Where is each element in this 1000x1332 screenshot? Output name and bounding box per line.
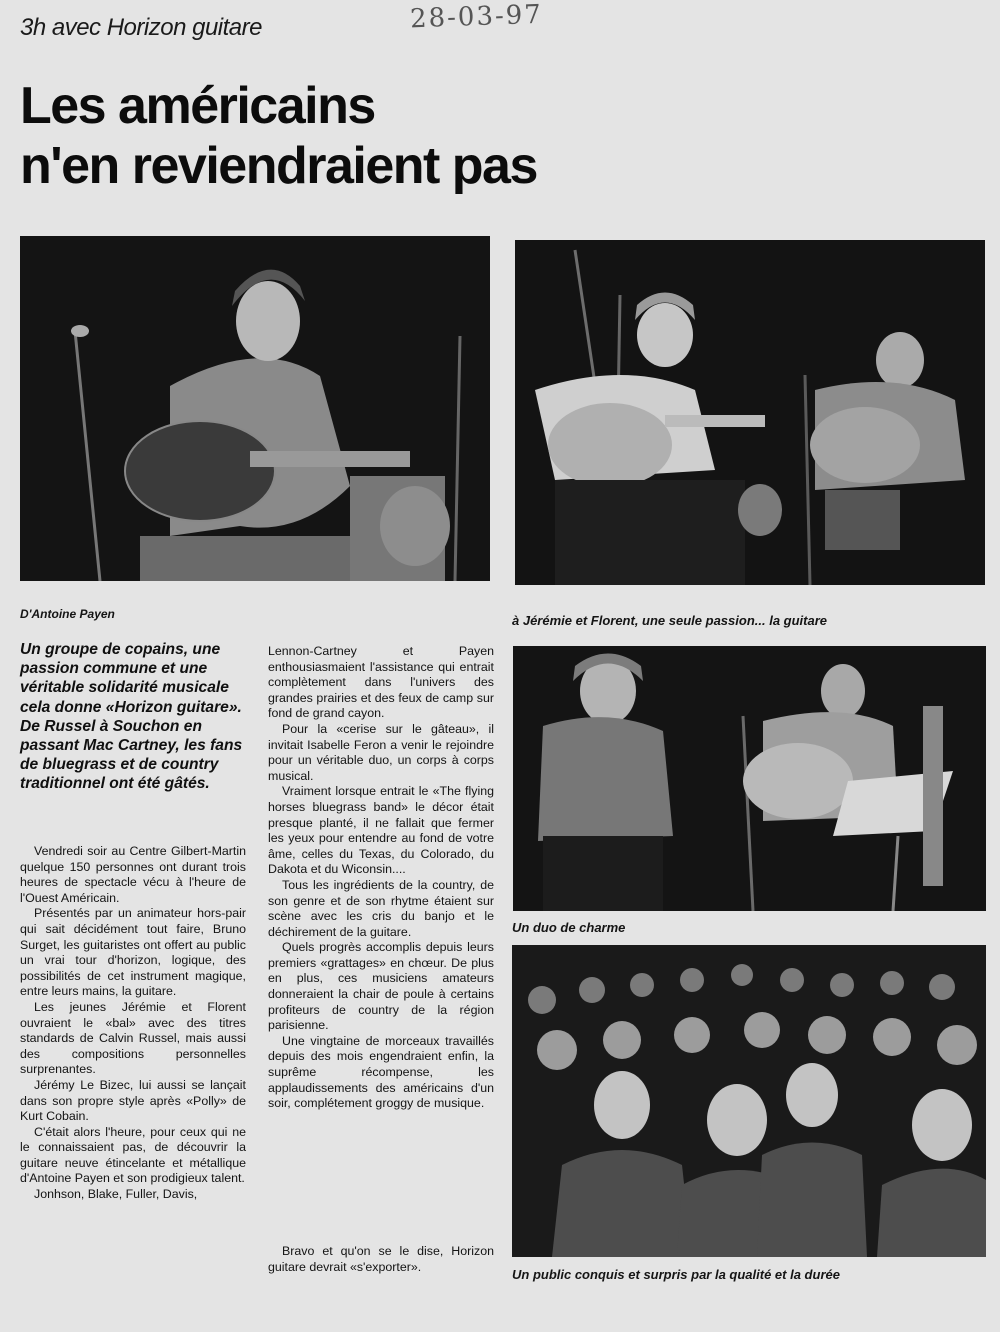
headline [20, 76, 700, 196]
caption-photo-4: Un public conquis et surpris par la qualité et la durée [512, 1267, 840, 1282]
article-column-2 [268, 644, 494, 1112]
lead-paragraph: Un groupe de copains, une passion commune et une véritable solidarité musicale cela donne «Horizon guitare». De Russel à Souchon en passant Mac Cartney, les fans de bluegrass et de country traditionnel ont été gâtés. [20, 641, 243, 793]
paragraph: Présentés par un animateur hors-pair qui sait décidément tout faire, Bruno Surget, les guitaristes ont offert au public un vrai tour d'horizon, logique, des possibilités de cet instrument magique, entre leurs mains, la guitare. [20, 906, 246, 999]
photo-two-guitarists [515, 240, 985, 585]
paragraph: Une vingtaine de morceaux travaillés depuis des mois engendraient enfin, la suprême récompense, les applaudissements des américains d'un soir, complétement groggy de musique. [268, 1033, 494, 1111]
headline-line-2: n'en reviendraient pas [20, 137, 537, 195]
byline: D'Antoine Payen [20, 607, 115, 621]
paragraph: Vraiment lorsque entrait le «The flying horses bluegrass band» le décor était presque planté, il ne fallait que fermer les yeux pour entendre au fond de votre âme, celles du Texas, du Colorado, du Dakota et du Wiconsin.... [268, 784, 494, 877]
headline-line-1: Les américains [20, 77, 375, 135]
caption-photo-2: à Jérémie et Florent, une seule passion... la guitare [512, 613, 827, 628]
paragraph: Quels progrès accomplis depuis leurs premiers «grattages» en chœur. De plus en plus, ces musiciens amateurs donneraient la chair de poule à certains profiteurs de country de la région parisienne. [268, 940, 494, 1033]
photo-duo [513, 646, 986, 911]
photo-audience [512, 945, 986, 1257]
photo-solo-guitarist [20, 236, 490, 581]
paragraph: Vendredi soir au Centre Gilbert-Martin quelque 150 personnes ont durant trois heures de spectacle vécu à l'heure de l'Ouest Américain. [20, 844, 246, 905]
paragraph: Pour la «cerise sur le gâteau», il invitait Isabelle Feron a venir le rejoindre pour un véritable duo, un corps à corps musical. [268, 721, 494, 783]
kicker: 3h avec Horizon guitare [20, 14, 262, 41]
article-column-1 [20, 844, 246, 1203]
closing-paragraph [268, 1244, 494, 1275]
paragraph: Tous les ingrédients de la country, de son genre et de son rhytme étaient sur scène avec les cris du banjo et le déchirement de la guitare. [268, 877, 494, 939]
handwritten-date: 28-03-97 [409, 0, 544, 35]
paragraph: Lennon-Cartney et Payen enthousiasmaient l'assistance qui entrait complètement dans l'univers des grandes prairies et des feux de camp sur fond de grand cayon. [268, 644, 494, 721]
paragraph: Bravo et qu'on se le dise, Horizon guitare devrait «s'exporter». [268, 1244, 494, 1274]
paragraph: Jérémy Le Bizec, lui aussi se lançait dans son propre style après «Polly» de Kurt Cobain. [20, 1077, 246, 1124]
paragraph: Jonhson, Blake, Fuller, Davis, [34, 1187, 198, 1202]
caption-photo-3: Un duo de charme [512, 920, 626, 935]
paragraph: Les jeunes Jérémie et Florent ouvraient le «bal» avec des titres standards de Calvin Russel, mais aussi des compositions personnelles surprenantes. [20, 999, 246, 1077]
paragraph: C'était alors l'heure, pour ceux qui ne le connaissaient pas, de découvrir la guitare neuve étincelante et métallique d'Antoine Payen et son prodigieux talent. [20, 1124, 246, 1186]
